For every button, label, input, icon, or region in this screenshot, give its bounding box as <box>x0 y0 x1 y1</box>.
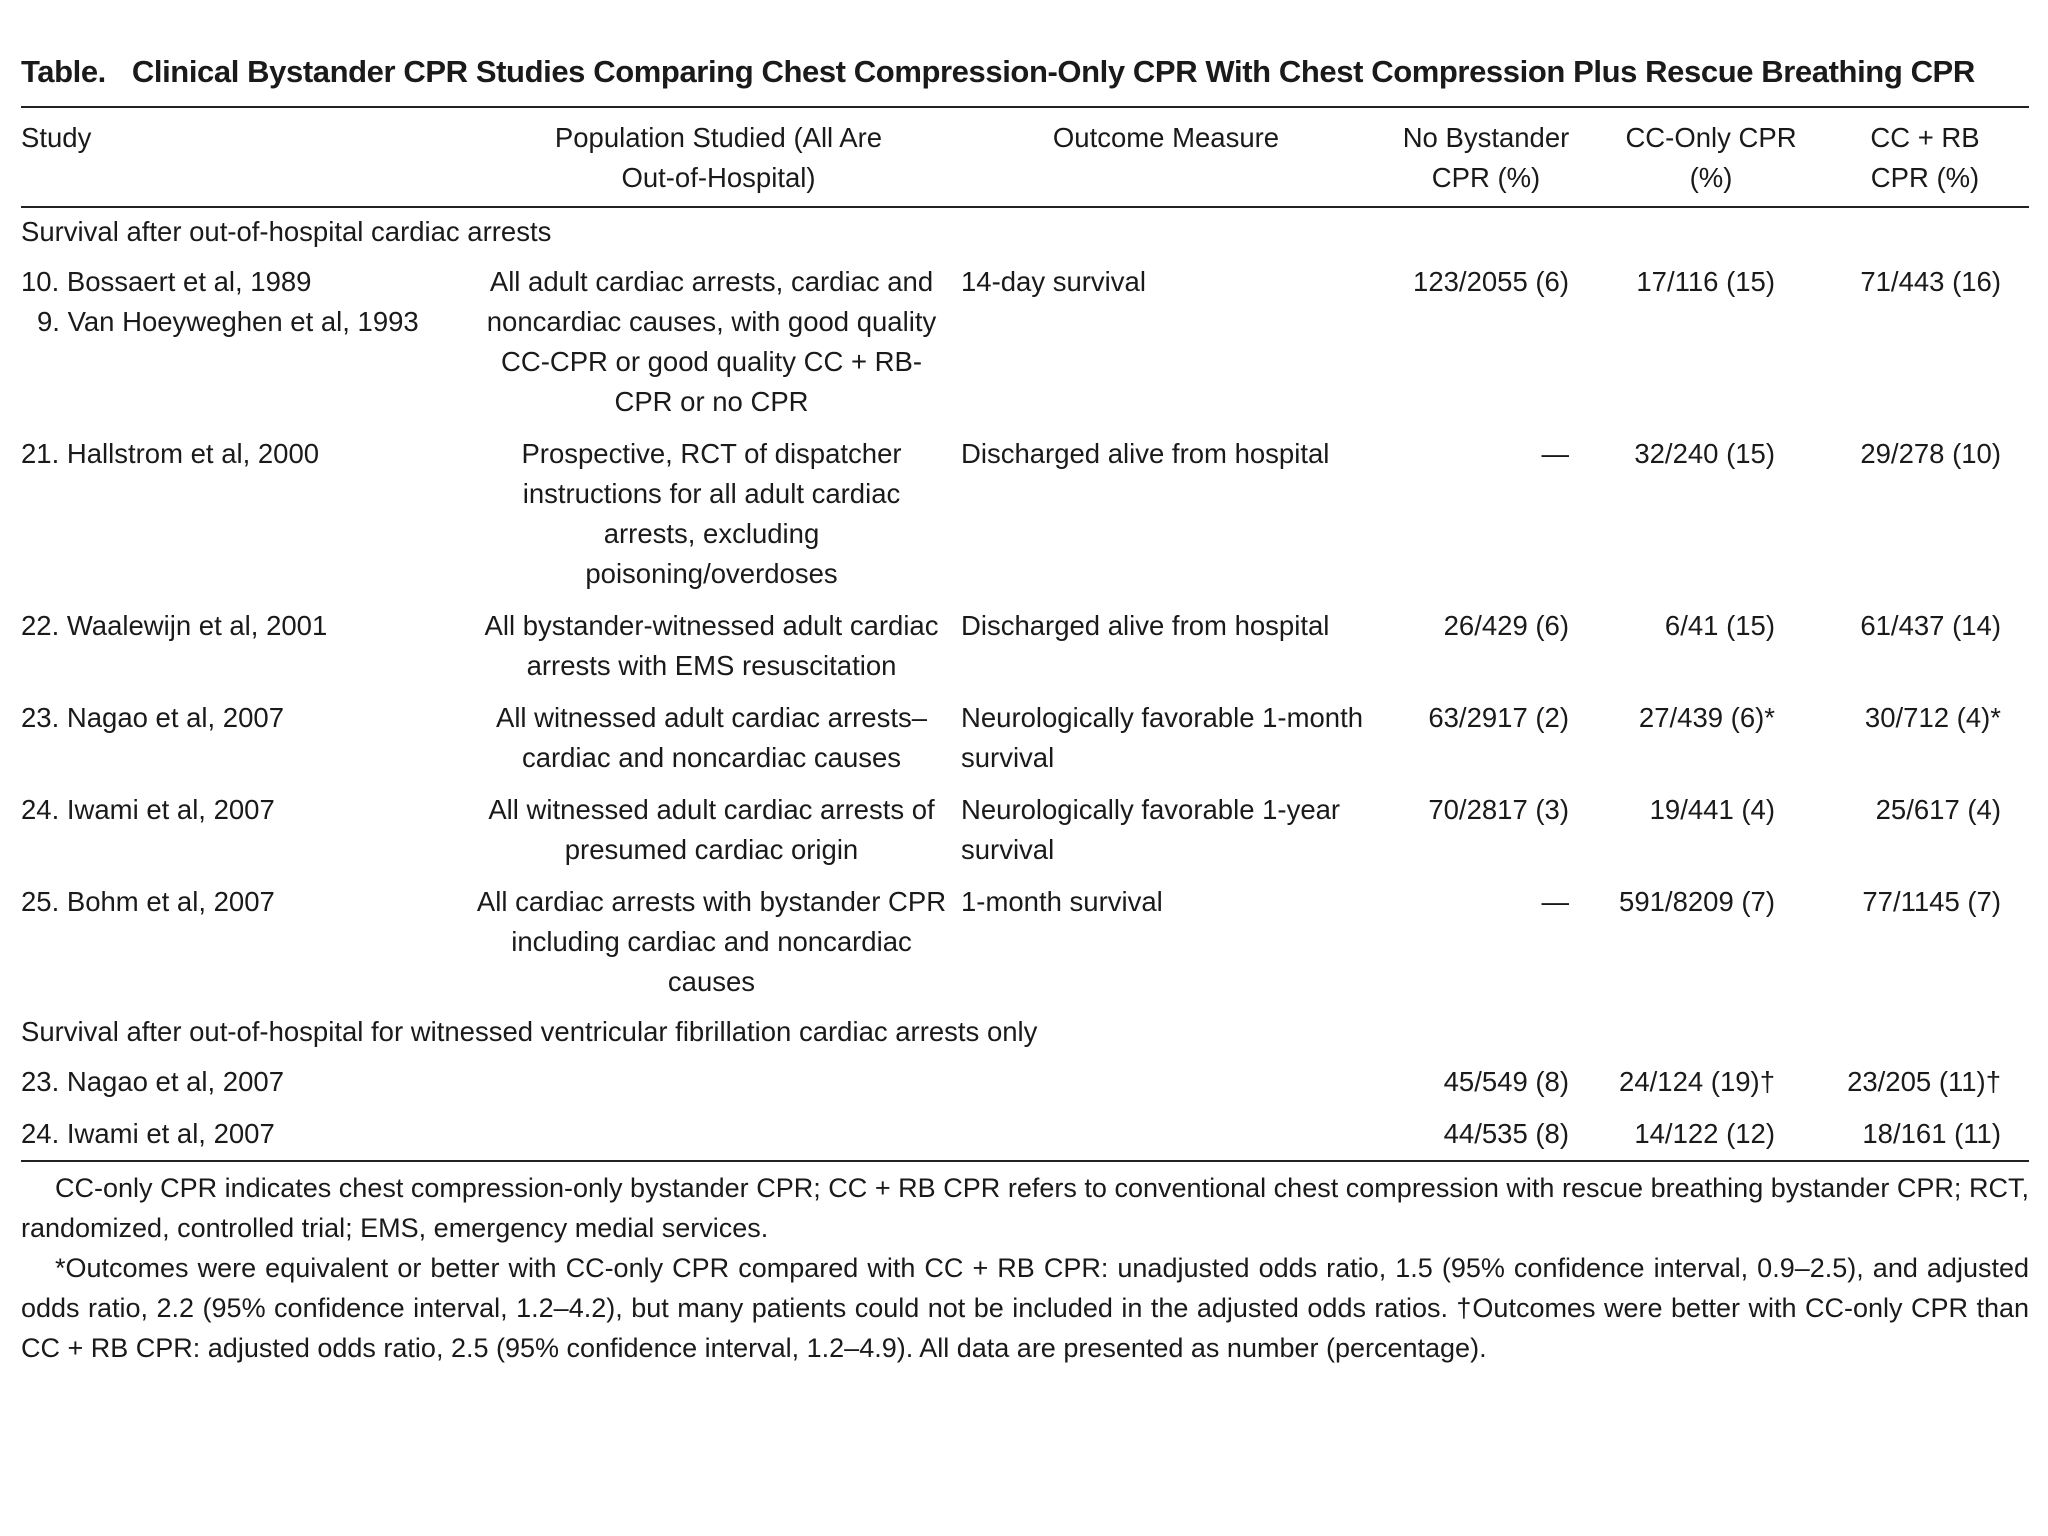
outcome-cell: Discharged alive from hospital <box>961 610 1330 641</box>
study-name: 21. Hallstrom et al, 2000 <box>21 438 320 469</box>
table-row <box>21 428 2029 600</box>
outcome-cell <box>961 1056 1371 1108</box>
section-title: Survival after out-of-hospital for witnessed ventricular fibrillation cardiac arrests only <box>21 1016 1038 1047</box>
cc-only-cell: 27/439 (6)* <box>1638 702 1775 733</box>
cc-only-cell: 19/441 (4) <box>1649 794 1775 825</box>
outcome-cell <box>961 1108 1371 1160</box>
cc-rb-cell: 71/443 (16) <box>1860 266 2001 297</box>
no-bystander-cell: 70/2817 (3) <box>1428 794 1569 825</box>
header-cc-only <box>1601 108 1821 207</box>
outcome-cell: Neurologically favorable 1-month survival <box>961 702 1364 773</box>
table-row <box>21 876 2029 1008</box>
header-population <box>476 108 961 207</box>
footnote-outcomes: *Outcomes were equivalent or better with CC-only CPR compared with CC + RB CPR: unadjusted odds ratio, 1.5 (95% confidence interval, 0.9–2.5), and adjusted odds ratio, 2.2 (95% confidence interval, 1.2–4.2), but many patients could not be included in the adjusted odds ratios. †Outcomes were better with CC-only CPR than CC + RB CPR: adjusted odds ratio, 2.5 (95% confidence interval, 1.2–4.9). All data are presented as number (percentage). <box>21 1253 2029 1363</box>
header-cc-rb <box>1821 108 2029 207</box>
outcome-cell: Neurologically favorable 1-year survival <box>961 794 1341 865</box>
cc-rb-cell: 30/712 (4)* <box>1864 702 2001 733</box>
cc-only-cell: 6/41 (15) <box>1664 610 1775 641</box>
table-bottom-rule <box>21 1160 2029 1162</box>
no-bystander-cell: — <box>1541 886 1569 917</box>
study-name: 10. Bossaert et al, 1989 <box>21 266 312 297</box>
cc-only-cell: 32/240 (15) <box>1634 438 1775 469</box>
table-footnotes <box>21 1168 2029 1368</box>
population-cell <box>476 1056 961 1108</box>
table-row <box>21 1108 2029 1160</box>
cc-only-cell: 24/124 (19)† <box>1619 1066 1775 1097</box>
study-name: 22. Waalewijn et al, 2001 <box>21 610 328 641</box>
cc-rb-cell: 23/205 (11)† <box>1847 1066 2001 1097</box>
table-caption-label: Table. <box>21 54 106 89</box>
header-cc-rb-line2: CPR (%) <box>1870 162 1980 193</box>
cc-rb-cell: 29/278 (10) <box>1860 438 2001 469</box>
outcome-cell: 14-day survival <box>961 266 1146 297</box>
outcome-cell: Discharged alive from hospital <box>961 438 1330 469</box>
no-bystander-cell: 45/549 (8) <box>1443 1066 1569 1097</box>
section-heading-row <box>21 208 2029 256</box>
table-header <box>21 108 2029 208</box>
table-row <box>21 600 2029 692</box>
footnote-abbreviations: CC-only CPR indicates chest compression-only bystander CPR; CC + RB CPR refers to conventional chest compression with rescue breathing bystander CPR; RCT, randomized, controlled trial; EMS, emergency medial services. <box>21 1173 2029 1243</box>
header-no-bystander-line1: No Bystander <box>1402 122 1570 153</box>
header-population-line1: Population Studied (All Are <box>554 122 883 153</box>
table-row <box>21 256 2029 428</box>
cc-only-cell: 17/116 (15) <box>1636 266 1775 297</box>
section-title: Survival after out-of-hospital cardiac arrests <box>21 216 552 247</box>
study-name: 25. Bohm et al, 2007 <box>21 886 275 917</box>
no-bystander-cell: — <box>1541 438 1569 469</box>
population-cell: All adult cardiac arrests, cardiac and noncardiac causes, with good quality CC-CPR or good quality CC + RB-CPR or no CPR <box>486 266 937 417</box>
cc-rb-cell: 18/161 (11) <box>1862 1118 2001 1149</box>
header-outcome: Outcome Measure <box>1052 122 1280 153</box>
table-caption <box>21 44 2029 100</box>
header-study: Study <box>21 122 92 153</box>
cc-only-cell: 14/122 (12) <box>1634 1118 1775 1149</box>
no-bystander-cell: 63/2917 (2) <box>1428 702 1569 733</box>
table-row <box>21 784 2029 876</box>
header-population-line2: Out-of-Hospital) <box>621 162 816 193</box>
study-cell <box>21 256 476 428</box>
study-name: 24. Iwami et al, 2007 <box>21 794 275 825</box>
header-no-bystander <box>1371 108 1601 207</box>
outcome-cell: 1-month survival <box>961 886 1163 917</box>
table-row <box>21 692 2029 784</box>
section-heading-row <box>21 1008 2029 1056</box>
population-cell: All witnessed adult cardiac arrests of presumed cardiac origin <box>488 794 935 865</box>
header-cc-rb-line1: CC + RB <box>1870 122 1980 153</box>
table-page <box>21 44 2029 1368</box>
study-name: 23. Nagao et al, 2007 <box>21 1066 284 1097</box>
study-name: 24. Iwami et al, 2007 <box>21 1118 275 1149</box>
table-row <box>21 1056 2029 1108</box>
cc-only-cell: 591/8209 (7) <box>1619 886 1775 917</box>
cc-rb-cell: 61/437 (14) <box>1860 610 2001 641</box>
no-bystander-cell: 26/429 (6) <box>1443 610 1569 641</box>
cc-rb-cell: 25/617 (4) <box>1875 794 2001 825</box>
studies-table <box>21 108 2029 1160</box>
header-cc-only-line2: (%) <box>1689 162 1733 193</box>
study-name: 23. Nagao et al, 2007 <box>21 702 284 733</box>
population-cell <box>476 1108 961 1160</box>
header-no-bystander-line2: CPR (%) <box>1431 162 1541 193</box>
population-cell: Prospective, RCT of dispatcher instructions for all adult cardiac arrests, excluding poisoning/overdoses <box>521 438 902 589</box>
header-cc-only-line1: CC-Only CPR <box>1625 122 1797 153</box>
table-caption-title: Clinical Bystander CPR Studies Comparing Chest Compression-Only CPR With Chest Compression Plus Rescue Breathing CPR <box>131 54 1975 89</box>
no-bystander-cell: 44/535 (8) <box>1443 1118 1569 1149</box>
population-cell: All bystander-witnessed adult cardiac arrests with EMS resuscitation <box>484 610 939 681</box>
cc-rb-cell: 77/1145 (7) <box>1862 886 2001 917</box>
no-bystander-cell: 123/2055 (6) <box>1413 266 1569 297</box>
study-name-secondary: 9. Van Hoeyweghen et al, 1993 <box>37 306 419 337</box>
table-body <box>21 208 2029 1160</box>
population-cell: All witnessed adult cardiac arrests–cardiac and noncardiac causes <box>495 702 928 773</box>
population-cell: All cardiac arrests with bystander CPR including cardiac and noncardiac causes <box>476 886 947 997</box>
